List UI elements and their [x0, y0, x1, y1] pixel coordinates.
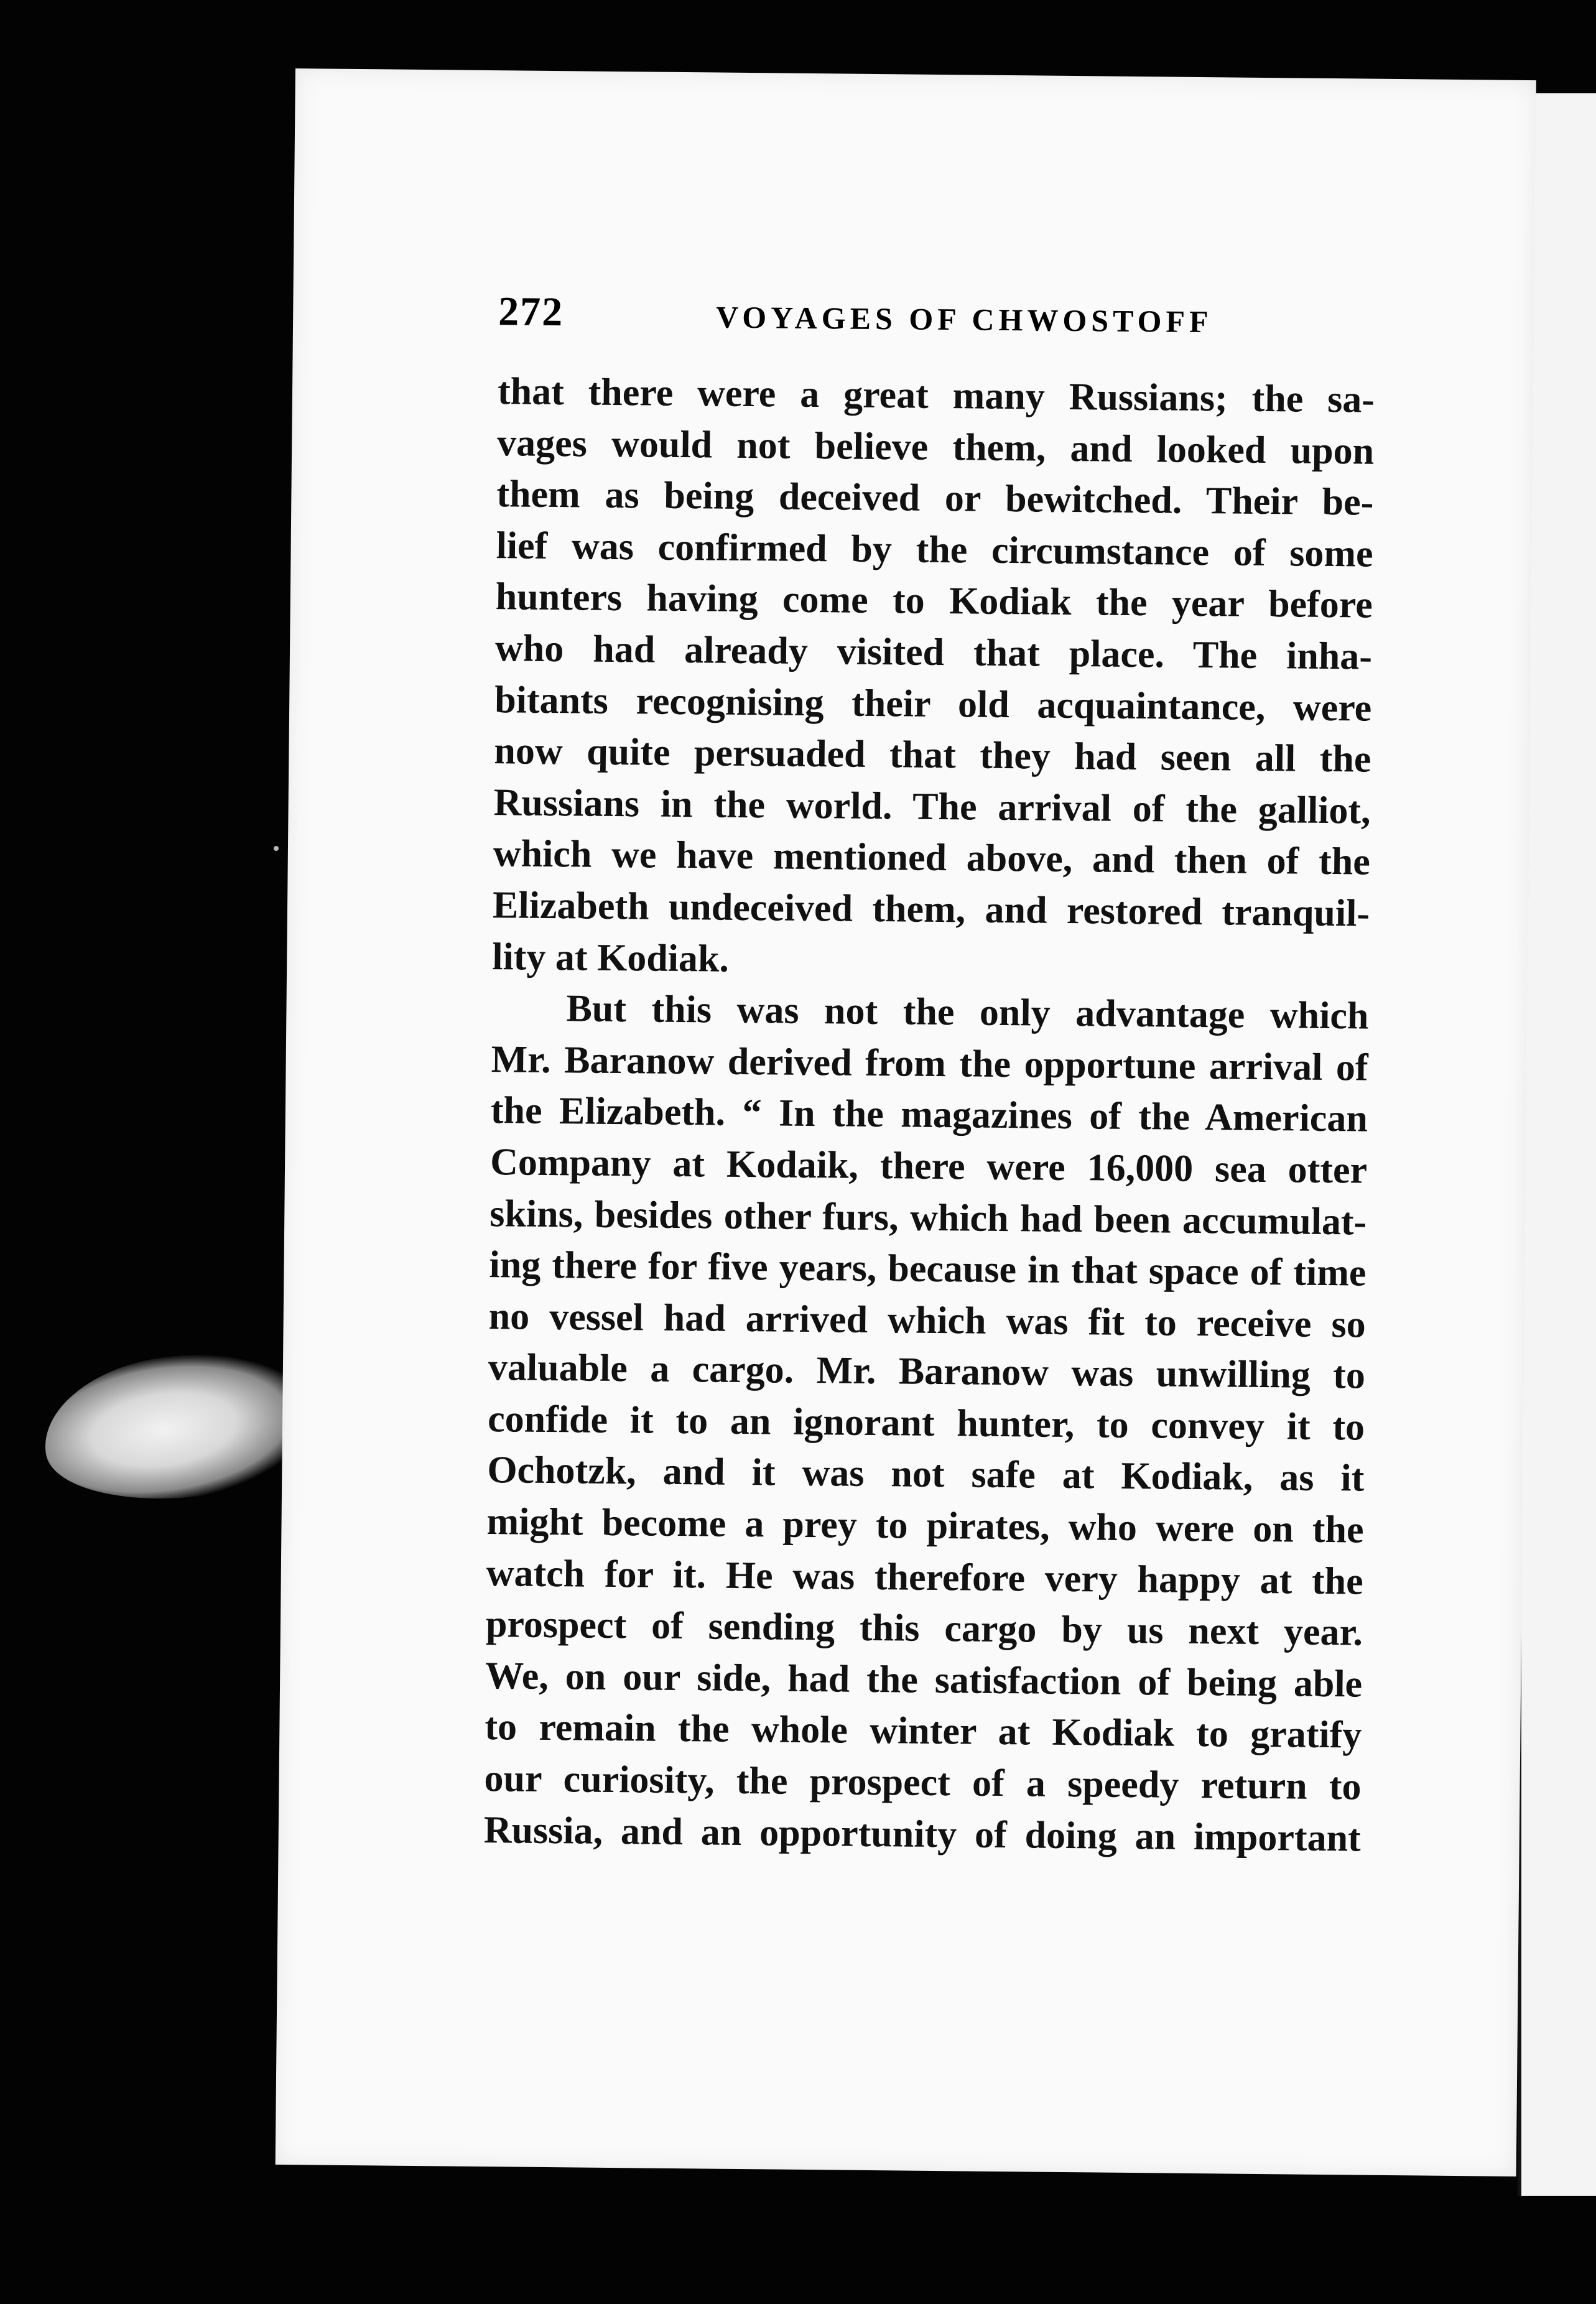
book-page: [276, 68, 1536, 2176]
text-line: prospect of sending this cargo by us next year.: [485, 1603, 1363, 1654]
text-line: now quite persuaded that they had seen all the: [494, 730, 1371, 781]
text-line: Ochotzk, and it was not safe at Kodiak, as it: [487, 1449, 1365, 1500]
text-line: vages would not believe them, and looked upon: [496, 421, 1375, 473]
text-line: Mr. Baranow derived from the opportune arrival of: [491, 1038, 1368, 1089]
text-line: Company at Kodaik, there were 16,000 sea otter: [489, 1140, 1368, 1192]
text-line: might become a prey to pirates, who were on the: [486, 1500, 1364, 1551]
text-line: to remain the whole winter at Kodiak to gratify: [485, 1706, 1362, 1757]
text-line: confide it to an ignorant hunter, to convey it to: [487, 1397, 1365, 1449]
text-line: lief was confirmed by the circumstance of some: [496, 524, 1373, 575]
text-line: bitants recognising their old acquaintance, were: [494, 678, 1372, 730]
text-line: hunters having come to Kodiak the year before: [495, 575, 1373, 627]
text-line: watch for it. He was therefore very happy at the: [486, 1551, 1364, 1603]
text-line: Elizabeth undeceived them, and restored tranquil-: [492, 884, 1370, 935]
running-head: VOYAGES OF CHWOSTOFF: [715, 299, 1213, 340]
text-line: ing there for five years, because in that space of time: [489, 1243, 1366, 1294]
text-line: lity at Kodiak.: [491, 935, 730, 980]
text-line: which we have mentioned above, and then of the: [493, 832, 1371, 883]
text-line: skins, besides other furs, which had been accumulat-: [489, 1192, 1367, 1243]
text-line: who had already visited that place. The inha-: [494, 627, 1373, 678]
text-line: that there were a great many Russians; the sa-: [497, 370, 1375, 421]
page-header: [498, 288, 1382, 353]
text-line: our curiosity, the prospect of a speedy return to: [484, 1757, 1362, 1808]
page-number: 272: [498, 289, 564, 335]
text-line: valuable a cargo. Mr. Baranow was unwilling to: [488, 1346, 1366, 1397]
text-line: Russians in the world. The arrival of the galliot,: [493, 781, 1371, 832]
text-line: the Elizabeth. “ In the magazines of the American: [490, 1089, 1368, 1140]
text-line: But this was not the only advantage which: [566, 987, 1369, 1038]
dust-speck: [274, 846, 279, 851]
text-line: no vessel had arrived which was fit to receive so: [488, 1294, 1366, 1346]
text-line: them as being deceived or bewitched. Their be-: [496, 473, 1374, 524]
text-line: We, on our side, had the satisfaction of being able: [485, 1654, 1363, 1706]
text-line: Russia, and an opportunity of doing an important: [483, 1808, 1362, 1860]
page-text: [483, 366, 1375, 1864]
